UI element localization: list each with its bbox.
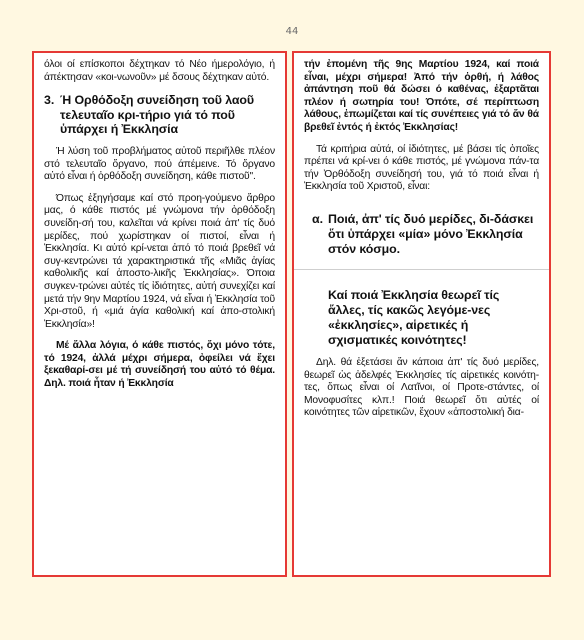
page-number: 44 [285, 26, 299, 37]
right-paragraph-3: Δηλ. θά ἐξετάσει ἄν κάποια ἀπ' τίς δυό μερίδες, θεωρεῖ ὡς ἀδελφές Ἐκκλησίες τίς αἱρετικές κοινότη-τες, ὅπως εἶναι οί Λατῖνοι, οί Προτε-στάντες, οί Μονοφυσίτες κλπ.! Ποιά θεωρεῖ ὅτι αὐτές οί κοινότητες τῶν αἱρετικῶν, ἔχουν «ἀποστολική δια- [304, 356, 539, 419]
left-paragraph-2: Όπως ἐξηγήσαμε καί στό προη-γούμενο ἄρθρο μας, ό κάθε πιστός μέ γνώμονα τήν ὀρθόδοξη συνείδη-σή του, καλεῖται νά κρίνει ποιά ἀπ' τίς δυό μερίδες, πού χωρίστηκαν οί πιστοί, εἶναι ή Ἐκκλησία. Κι αὐτό κρί-νεται ἀπό τό ποιά βρεθεῖ νά συγ-κεντρώνει τά χαρακτηριστικά τῆς «Μιᾶς ἁγίας καθολικῆς καί ἀποστο-λικῆς Ἐκκλησίας». Όποια συγκεν-τρώνει αὐτές τίς ἰδιότητες, αὐτή συνεχίζει καί μετά τήν 9ην Μαρτίου 1924, νά εἶναι ή Ἐκκλησία τοῦ Χρι-στοῦ, ή «μιά ἁγία καθολική καί ἀπο-στολική Ἐκκλησία»! [44, 192, 275, 330]
question-a-text: Ποιά, ἀπ' τίς δυό μερίδες, δι-δάσκει ὅτι ὑπάρχει «μία» μόνο Ἐκκλησία στόν κόσμο. [328, 211, 534, 256]
right-column-box [292, 51, 551, 577]
question-b-text: Καί ποιά Ἐκκλησία θεωρεῖ τίς ἄλλες, τίς κακῶς λεγόμε-νες «ἐκκλησίες», αἱρετικές ή σχισματικές κοινότητες! [328, 287, 500, 347]
right-paragraph-1: τήν ἐπομένη τῆς 9ης Μαρτίου 1924, καί ποιά εἶναι, μέχρι σήμερα! Ἀπό τήν ὀρθή, ή λάθος ἀπάντηση ποῦ θά δώσει ό καθένας, ἐξαρτᾶται πλέον ή σωτηρία του! Όπότε, σέ περίπτωση λάθους, ἐπωμίζεται καί τίς συνέπειες γιά τό ἄν θά βρεθεῖ ἐντός ή ἐκτός Ἐκκλησίας! [304, 59, 539, 133]
intro-paragraph: όλοι οί επίσκοποι δέχτηκαν τό Νέο ήμερολόγιο, ή άπέκτησαν «κοι-νωνοῦν» μέ δσους δέχτηκαν αὐτό. [44, 59, 275, 83]
section-heading-number: 3. [44, 93, 55, 108]
section-heading-text: Ή Ορθόδοξη συνείδηση τοῦ λαοῦ τελευταῖο κρι-τήριο γιά τό ποῦ ὑπάρχει ή Ἐκκλησία [60, 93, 254, 137]
section-heading [44, 93, 275, 137]
left-paragraph-3: Μέ ἄλλα λόγια, ό κάθε πιστός, ὄχι μόνο τότε, τό 1924, ἀλλά μέχρι σήμερα, ὀφείλει νά ἔχει ξεκαθαρί-σει μέ τή συνείδησή του αὐτό τό θέμα. Δηλ. ποιά ἦταν ή Ἐκκλησία [44, 340, 275, 390]
left-paragraph-1: Ή λύση τοῦ προβλήματος αὐτοῦ περιῆλθε πλέον στό τελευταῖο ὄργανο, πού άπέμεινε. Τό ὄργανο αὐτό εἶναι ή ὀρθόδοξη συνείδηση, κάθε πιστοῦ". [44, 145, 275, 183]
question-a [304, 212, 539, 257]
question-a-letter: α. [312, 211, 324, 226]
right-paragraph-2: Τά κριτήρια αὐτά, οί ἰδιότητες, μέ βάσει τίς ὁποῖες πρέπει νά κρί-νει ό κάθε πιστός, μέ γνώμονα πάν-τα τήν Ὀρθόδοξη συνείδησή του, γιά τό ποιά εἶναι ή Ἐκκλησία τοῦ Χριστοῦ, εἶναι: [304, 143, 539, 193]
left-column-box [32, 51, 287, 577]
